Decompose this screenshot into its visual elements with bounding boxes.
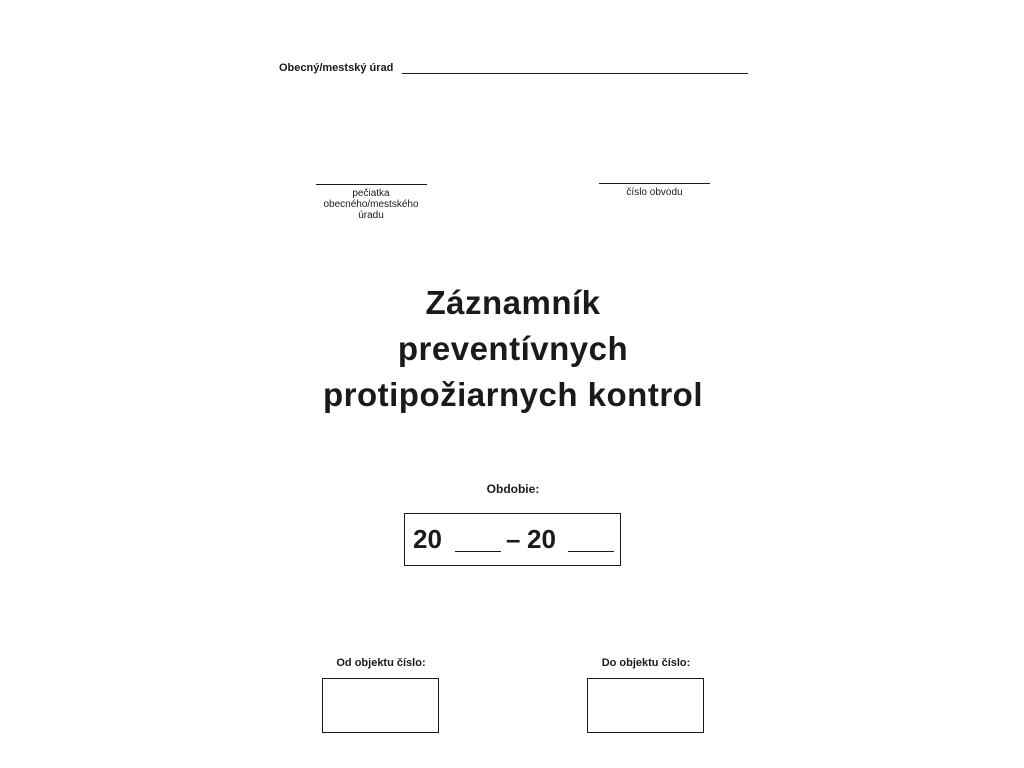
to-object-label: Do objektu číslo: (601, 657, 691, 669)
stamp-caption-line-2: obecného/mestského (323, 199, 419, 210)
stamp-caption-line-3: úradu (358, 210, 384, 221)
period-label: Obdobie: (486, 482, 540, 496)
stamp-caption (311, 188, 431, 221)
stamp-signature-line (316, 184, 427, 185)
from-object-label: Od objektu číslo: (336, 657, 426, 669)
district-number-line (599, 183, 710, 184)
to-object-box (587, 678, 704, 733)
period-start-prefix: 20 (413, 524, 442, 554)
from-object-box (322, 678, 439, 733)
title-line-2: preventívnych (397, 330, 629, 367)
period-end-blank (568, 551, 614, 552)
office-label: Obecný/mestský úrad (279, 62, 394, 74)
office-name-line (402, 73, 748, 74)
period-start-blank (455, 551, 501, 552)
period-box (404, 513, 621, 566)
document-title (240, 280, 786, 418)
title-line-3: protipožiarnych kontrol (322, 376, 703, 413)
title-line-1: Záznamník (425, 284, 601, 321)
district-caption: číslo obvodu (626, 187, 683, 198)
period-separator: – (506, 524, 521, 554)
stamp-caption-line-1: pečiatka (352, 188, 390, 199)
period-end-prefix: 20 (527, 524, 556, 554)
